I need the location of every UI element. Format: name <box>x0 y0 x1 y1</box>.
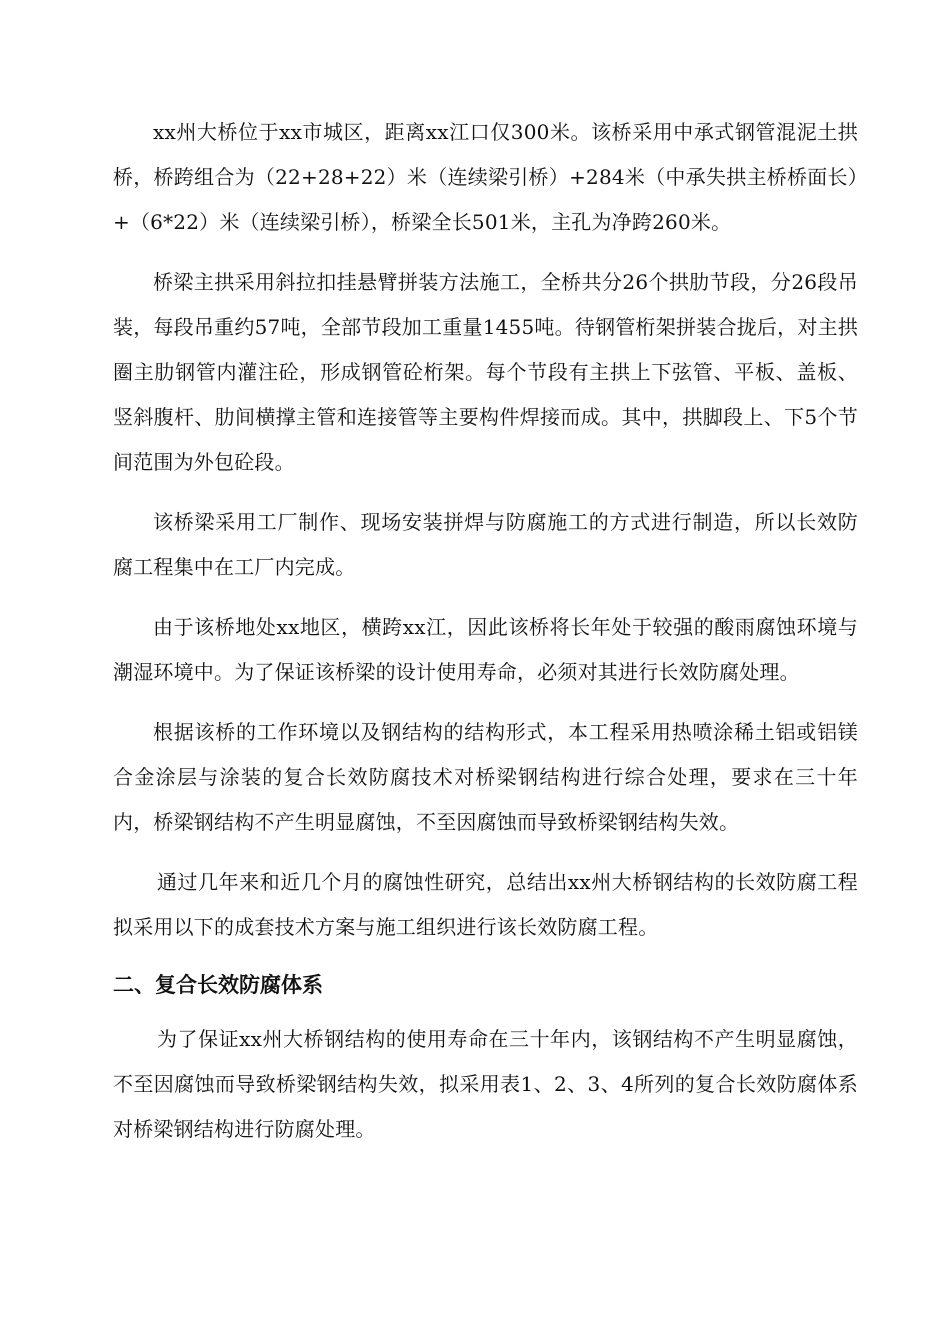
paragraph-research-summary: 通过几年来和近几个月的腐蚀性研究，总结出xx州大桥钢结构的长效防腐工程拟采用以下的成套技术方案与施工组织进行该长效防腐工程。 <box>113 870 858 939</box>
section-heading: 二、复合长效防腐体系 <box>113 973 323 997</box>
document-body <box>113 110 858 1167</box>
paragraph-arch-construction: 桥梁主拱采用斜拉扣挂悬臂拼装方法施工，全桥共分26个拱肋节段，分26段吊装，每段吊重约57吨，全部节段加工重量1455吨。待钢管桁架拼装合拢后，对主拱圈主肋钢管内灌注砼，形成钢管砼桁架。每个节段有主拱上下弦管、平板、盖板、竖斜腹杆、肋间横撑主管和连接管等主要构件焊接而成。其中，拱脚段上、下5个节间范围为外包砼段。 <box>113 270 858 474</box>
paragraph-protection-technology: 根据该桥的工作环境以及钢结构的结构形式，本工程采用热喷涂稀土铝或铝镁合金涂层与涂装的复合长效防腐技术对桥梁钢结构进行综合处理，要求在三十年内，桥梁钢结构不产生明显腐蚀，不至因腐蚀而导致桥梁钢结构失效。 <box>113 720 858 834</box>
paragraph-corrosion-environment: 由于该桥地处xx地区，横跨xx江，因此该桥将长年处于较强的酸雨腐蚀环境与潮湿环境中。为了保证该桥梁的设计使用寿命，必须对其进行长效防腐处理。 <box>113 615 858 684</box>
paragraph-factory-fabrication: 该桥梁采用工厂制作、现场安装拼焊与防腐施工的方式进行制造，所以长效防腐工程集中在工厂内完成。 <box>113 510 858 579</box>
paragraph-protection-system: 为了保证xx州大桥钢结构的使用寿命在三十年内，该钢结构不产生明显腐蚀，不至因腐蚀而导致桥梁钢结构失效，拟采用表1、2、3、4所列的复合长效防腐体系对桥梁钢结构进行防腐处理。 <box>113 1027 858 1141</box>
paragraph-bridge-location: xx州大桥位于xx市城区，距离xx江口仅300米。该桥采用中承式钢管混泥土拱桥，桥跨组合为（22+28+22）米（连续梁引桥）+284米（中承失拱主桥桥面长）+（6*22）米（连续梁引桥），桥梁全长501米，主孔为净跨260米。 <box>113 120 858 234</box>
